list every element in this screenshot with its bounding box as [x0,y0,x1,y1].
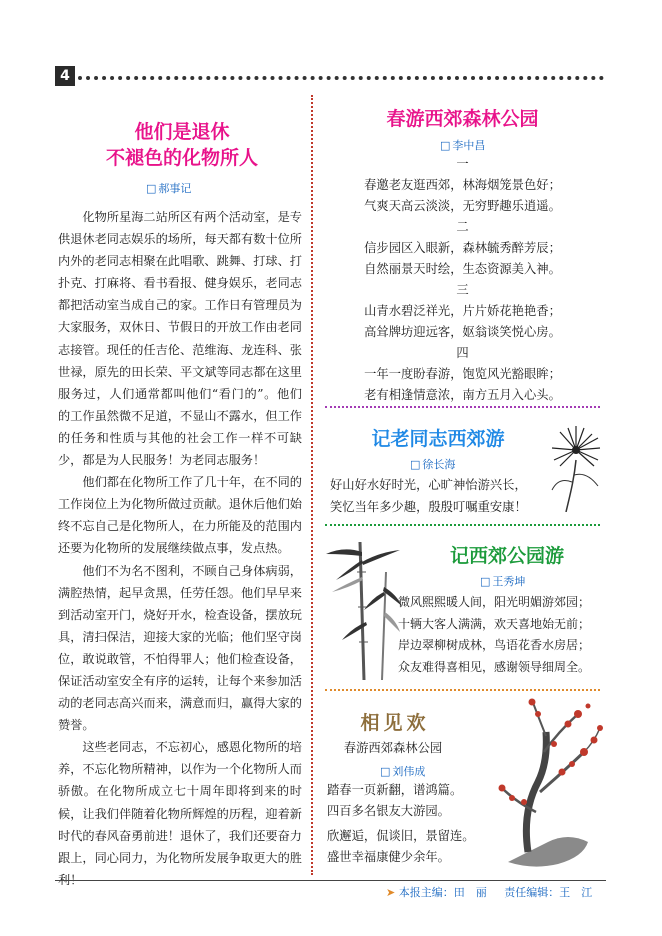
arrow-icon: ➤ [386,886,396,899]
stanza-number: 四 [456,346,469,360]
stanza-number: 二 [456,220,469,234]
poem3-author: □ 王秀坤 [480,573,525,589]
poem-line: 笑忆当年多少趣，殷殷叮嘱重安康！ [330,500,527,514]
poem-line: 众友难得喜相见，感谢领导细周全。 [398,659,591,674]
section-separator [325,689,600,691]
poem-line: 山青水碧泛祥光，片片娇花艳艳香； [364,304,561,318]
poem-line: 微风熙熙暖人间，阳光明媚游郊园； [398,595,591,609]
poem2-author: □ 徐长海 [410,456,455,472]
duty-editor-name: 王 江 [559,886,593,899]
poem4-body [327,780,507,868]
section-separator [325,524,600,526]
poem1-title: 春游西郊森林公园 [386,108,539,130]
poem1-body [325,154,600,406]
poem2-body [330,474,570,518]
editor-label: 本报主编： [398,886,454,899]
poem2-title: 记老同志西郊游 [371,428,505,450]
poem-line: 十辆大客人满满，欢天喜地始无前； [398,616,591,631]
section-separator [325,406,600,408]
poem-line: 一年一度盼春游，饱览风光豁眼眸； [364,367,561,381]
poem-line: 盛世幸福康健少余年。 [327,850,450,864]
article-paragraph: 他们都在化物所工作了几十年，在不同的工作岗位上为化物所做过贡献。退休后他们始终不忘自己是化物所人，在力所能及的范围内还要为化物所的发展继续做点事，发点热。 [58,475,302,556]
editor-name: 田 丽 [453,886,487,899]
poem-line: 自然丽景天时绘，生态资源美入神。 [364,262,561,276]
article-title-line1: 他们是退休 [134,121,230,143]
footer-credits [386,884,592,900]
poem4-author: □ 刘伟成 [380,763,425,779]
page-number: 4 [55,66,75,86]
article-author: □ 郝事记 [146,180,191,196]
poem-line: 岸边翠柳树成林，鸟语花香水房居； [398,638,591,652]
poem-line: 踏春一页新翻，谱鸿篇。 [327,783,463,797]
article-paragraph: 他们不为名不图利，不顾自己身体病弱，满腔热情，起早贪黑，任劳任怨。他们早早来到活动室开门，烧好开水，检查设备，摆放玩具，清扫保洁，迎接大家的光临；他们坚守岗位，敢说敢管，不怕得罪人；他们检查设备，保证活动室安全有序的运转，让每个来参加活动的老同志高兴而来，满意而归，赢得大家的赞誉。 [58,563,302,733]
bamboo-icon [322,532,404,680]
poem-line: 老有相逢情意浓，南方五月入心头。 [364,388,561,402]
poem-line: 气爽天高云淡淡，无穷野趣乐逍遥。 [364,199,561,213]
poem-line: 高耸牌坊迎远客，妪翁谈笑悦心房。 [364,325,561,339]
article-paragraph: 化物所星海二站所区有两个活动室，是专供退休老同志娱乐的场所，每天都有数十位所内外的老同志相聚在此唱歌、跳舞、打球、打扑克、打麻将、看书看报、健身娱乐，老同志都把活动室当成自己的家。工作日有管理员为大家服务，双休日、节假日的开放工作由老同志接管。现任的任吉伦、范维海、龙连科、张世禄，原先的田长荣、平文斌等同志都在这里服务过，人们通常都叫他们“看门的”。他们的工作虽然微不足道，不显山不露水，但工作的任务和性质与其他的社会工作一样不可缺少，都是为人民服务！为老同志服务！ [58,210,302,468]
plum-blossom-icon [488,692,606,872]
stanza-number: 一 [456,157,469,171]
poem4-title: 相见欢 [360,712,430,734]
chrysanthemum-icon [548,420,606,512]
article-paragraph: 这些老同志，不忘初心，感恩化物所的培养，不忘化物所精神，以作为一个化物所人而骄傲。在化物所成立七十周年即将到来的时候，让我们伴随着化物所辉煌的历程，迎着新时代的春风奋勇前进！退休了，我们还要奋力跟上，同心同力，为化物所发展争取更大的胜利！ [58,740,302,887]
footer-rule [55,880,606,881]
article-body [58,206,302,891]
poem1-author: □ 李中昌 [440,137,485,153]
poem3-body [398,592,608,678]
poem4-subtitle: 春游西郊森林公园 [343,741,443,755]
stanza-number: 三 [456,283,469,297]
article-title-line2: 不褪色的化物所人 [105,147,258,169]
poem3-title: 记西郊公园游 [449,545,564,567]
poem-line: 信步园区入眼新，森林毓秀醉芳辰； [364,241,561,255]
poem-line: 春邀老友逛西郊，林海烟笼景色好； [364,178,561,192]
poem-line: 欣邂逅，侃谈旧，景留连。 [327,829,475,843]
header-dotted-rule [78,76,604,80]
poem-line: 好山好水好时光，心旷神怡游兴长， [330,478,527,492]
poem-line: 四百多名银友大游园。 [327,804,450,818]
duty-editor-label: 责任编辑： [504,886,560,899]
column-divider [311,95,313,875]
